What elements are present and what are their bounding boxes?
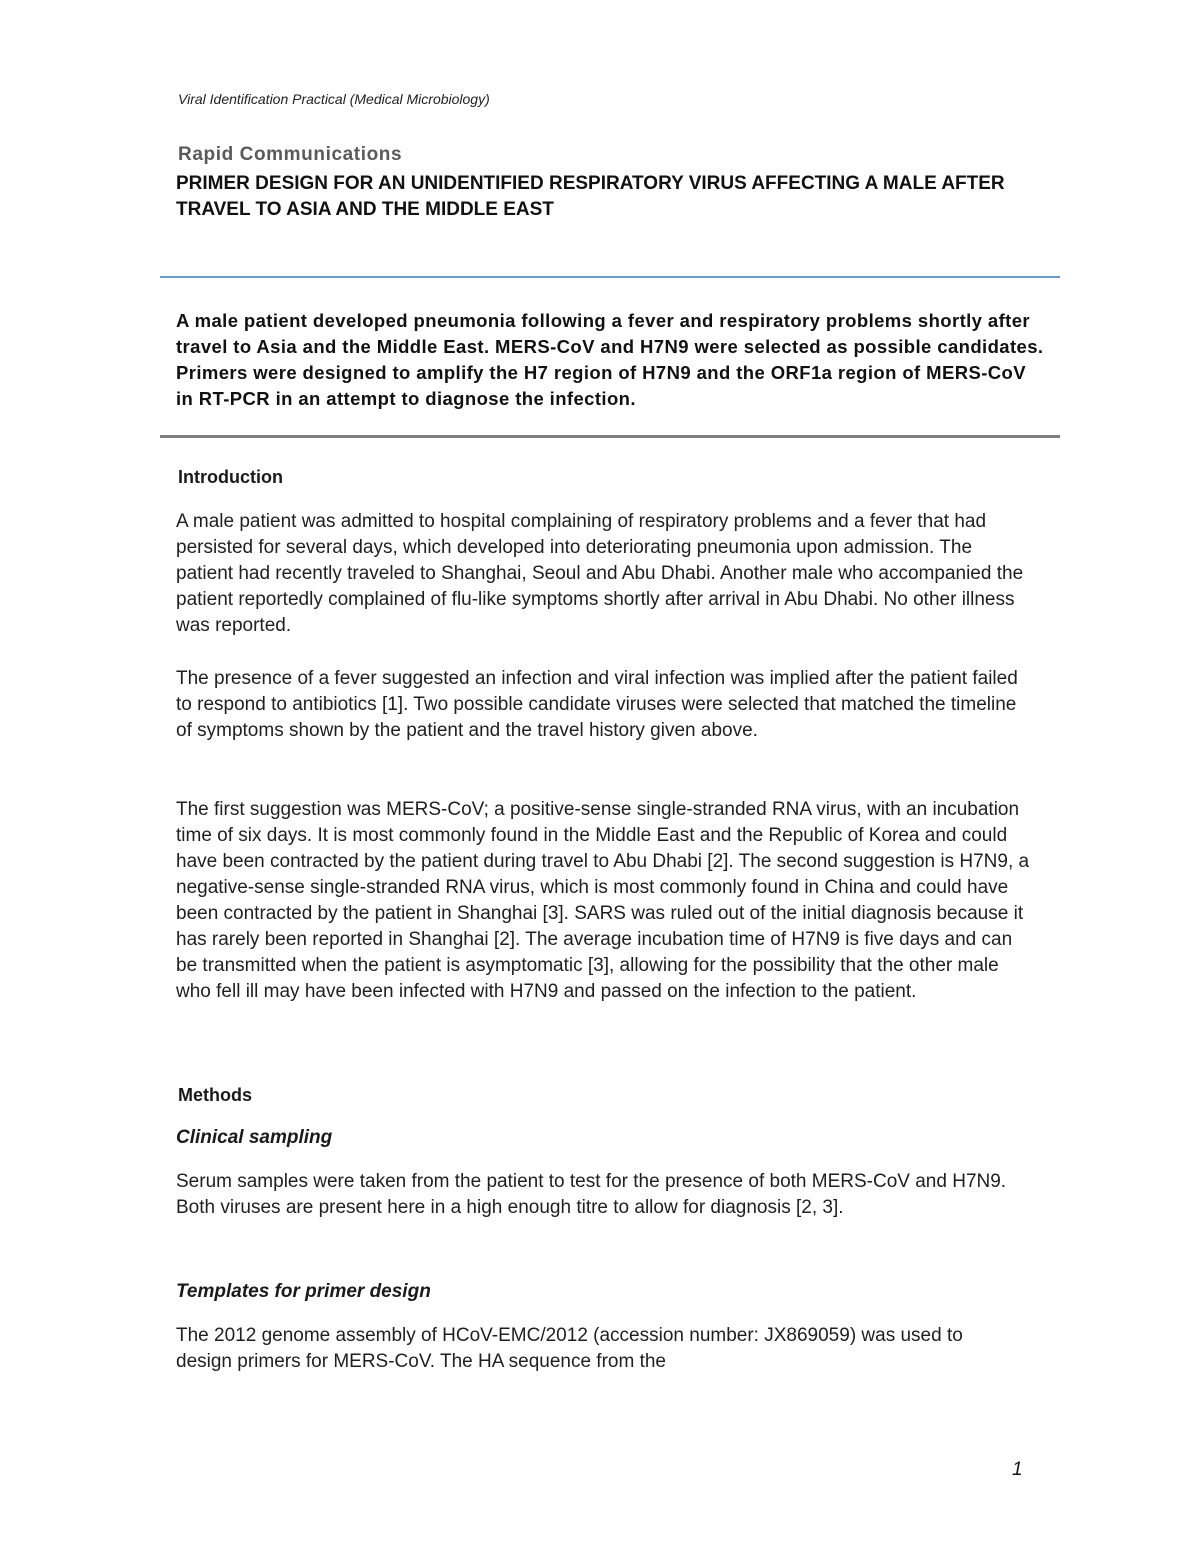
clinical-sampling-heading: Clinical sampling <box>176 1127 333 1148</box>
templates-paragraph: The 2012 genome assembly of HCoV-EMC/2012 (accession number: JX869059) was used to design primers for MERS-CoV. The HA sequence from the <box>176 1325 963 1372</box>
introduction-paragraph-1: A male patient was admitted to hospital complaining of respiratory problems and a fever that had persisted for several days, which developed into deteriorating pneumonia upon admission. The patient had recently traveled to Shanghai, Seoul and Abu Dhabi. Another male who accompanied the patient reportedly complained of flu-like symptoms shortly after arrival in Abu Dhabi. No other illness was reported. <box>176 511 1024 636</box>
templates-heading: Templates for primer design <box>176 1281 431 1302</box>
abstract-divider <box>160 435 1060 438</box>
section-kicker: Rapid Communications <box>178 144 403 165</box>
abstract: A male patient developed pneumonia following a fever and respiratory problems shortly after travel to Asia and the Middle East. MERS-CoV and H7N9 were selected as possible candidates. Primers were designed to amplify the H7 region of H7N9 and the ORF1a region of MERS-CoV in RT-PCR in an attempt to diagnose the infection. <box>176 310 1044 409</box>
running-header: Viral Identification Practical (Medical Microbiology) <box>178 91 490 107</box>
introduction-paragraph-3: The first suggestion was MERS-CoV; a positive-sense single-stranded RNA virus, with an incubation time of six days. It is most commonly found in the Middle East and the Republic of Korea and could have been contracted by the patient during travel to Abu Dhabi [2]. The second suggestion is H7N9, a negative-sense single-stranded RNA virus, which is most commonly found in China and could have been contracted by the patient in Shanghai [3]. SARS was ruled out of the initial diagnosis because it has rarely been reported in Shanghai [2]. The average incubation time of H7N9 is five days and can be transmitted when the patient is asymptomatic [3], allowing for the possibility that the other male who fell ill may have been infected with H7N9 and passed on the infection to the patient. <box>176 799 1030 1002</box>
introduction-heading: Introduction <box>178 467 283 487</box>
article-title: PRIMER DESIGN FOR AN UNIDENTIFIED RESPIRATORY VIRUS AFFECTING A MALE AFTER TRAVEL TO ASIA AND THE MIDDLE EAST <box>176 173 1005 220</box>
clinical-sampling-paragraph: Serum samples were taken from the patient to test for the presence of both MERS-CoV and H7N9. Both viruses are present here in a high enough titre to allow for diagnosis [2, 3]. <box>176 1171 1007 1218</box>
title-divider <box>160 276 1060 278</box>
introduction-paragraph-2: The presence of a fever suggested an infection and viral infection was implied after the patient failed to respond to antibiotics [1]. Two possible candidate viruses were selected that matched the timeline of symptoms shown by the patient and the travel history given above. <box>176 668 1018 741</box>
methods-heading: Methods <box>178 1085 252 1105</box>
page-number: 1 <box>1012 1459 1023 1480</box>
